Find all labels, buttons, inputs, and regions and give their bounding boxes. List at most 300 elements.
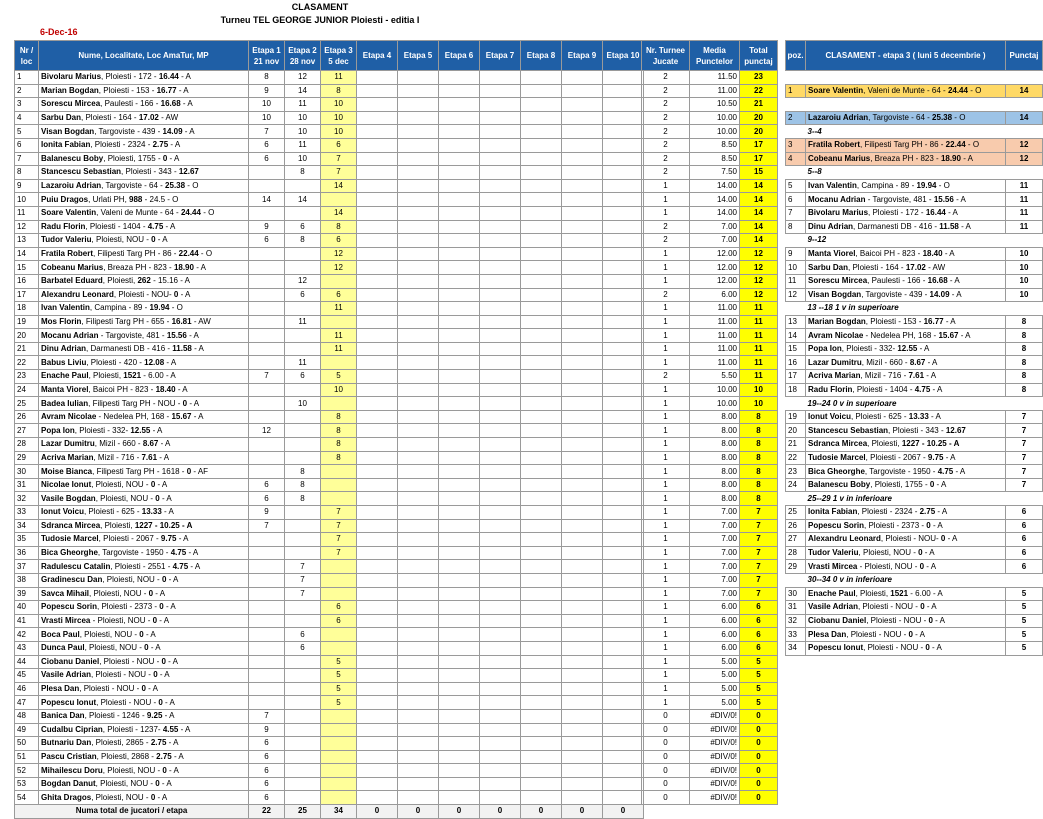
etapa-8-score: [521, 465, 562, 479]
player-category: - A: [145, 684, 158, 694]
player-rating: 0: [162, 765, 167, 775]
etapa-8-score: [521, 111, 562, 125]
player-location: , Ploiesti - 164 -: [81, 113, 139, 123]
table-row: [15, 383, 644, 397]
footer-etapa-5: 0: [398, 805, 439, 819]
group-pad: [786, 492, 806, 506]
row-number: 14: [15, 247, 39, 261]
etapa-3-score: 7: [321, 152, 357, 166]
table-row: [15, 342, 644, 356]
player-cell: [39, 247, 249, 261]
player-category: - A: [165, 656, 178, 666]
player-name: Avram Nicolae: [808, 330, 864, 340]
etapa-8-score: [521, 533, 562, 547]
etapa-8-score: [521, 696, 562, 710]
player-rating: 4.75: [914, 384, 931, 394]
ranking-position: 29: [786, 560, 806, 574]
player-name: Butnariu Dan: [41, 738, 92, 748]
etapa-5-score: [398, 791, 439, 805]
player-location: , Ploiesti - 343 -: [888, 425, 946, 435]
etapa-3-score: 10: [321, 125, 357, 139]
etapa-7-score: [480, 342, 521, 356]
etapa-7-score: [480, 220, 521, 234]
player-location: , Filipesti Targ PH - 86 -: [93, 249, 179, 259]
etapa-5-score: [398, 696, 439, 710]
etapa-3-score: 6: [321, 601, 357, 615]
etapa-6-score: [439, 84, 480, 98]
etapa-6-score: [439, 152, 480, 166]
etapa-5-score: [398, 220, 439, 234]
ranking-row: [786, 601, 1043, 615]
etapa-3-score: 7: [321, 519, 357, 533]
player-location: - Nedelea PH, 168 -: [863, 330, 939, 340]
player-name: Popescu Ionut: [808, 643, 864, 653]
etapa-6-score: [439, 288, 480, 302]
row-number: 52: [15, 764, 39, 778]
table-row: [15, 682, 644, 696]
player-location: , Ploiesti, NOU -: [91, 480, 151, 490]
player-category: - A: [945, 208, 958, 218]
etapa-2-score: 8: [285, 492, 321, 506]
ranking-player-cell: [806, 451, 1006, 465]
etapa-3-score: 5: [321, 682, 357, 696]
turnee-jucate: 2: [642, 71, 690, 85]
etapa-1-score: 7: [249, 370, 285, 384]
row-number: 1: [15, 71, 39, 85]
ranking-position: 30: [786, 587, 806, 601]
col-header-name: Nume, Localitate, Loc AmaTur, MP: [39, 41, 249, 71]
summary-row: [642, 288, 778, 302]
etapa-2-score: 8: [285, 166, 321, 180]
etapa-4-score: [357, 573, 398, 587]
player-rating: 4.75: [170, 548, 187, 558]
row-number: 42: [15, 628, 39, 642]
row-number: 27: [15, 424, 39, 438]
etapa-3-score: 8: [321, 220, 357, 234]
total-punctaj: 6: [740, 628, 778, 642]
etapa-7-score: [480, 641, 521, 655]
player-rating: 16.77: [923, 316, 944, 326]
etapa-1-score: 10: [249, 111, 285, 125]
etapa-9-score: [562, 641, 603, 655]
player-location: , Ploiesti, 2865 -: [91, 738, 151, 748]
player-category: - A: [163, 221, 176, 231]
summary-row: [642, 247, 778, 261]
player-location: , Ploiesti, NOU -: [79, 629, 140, 639]
player-name: Popa Ion: [808, 344, 842, 354]
etapa-9-score: [562, 682, 603, 696]
ranking-player-cell: [806, 383, 1006, 397]
player-rating: 0: [919, 561, 925, 571]
player-cell: [39, 274, 249, 288]
total-punctaj: 5: [740, 682, 778, 696]
summary-row: [642, 546, 778, 560]
etapa-3-score: 8: [321, 451, 357, 465]
etapa-4-score: [357, 519, 398, 533]
etapa-6-score: [439, 424, 480, 438]
etapa-1-score: [249, 315, 285, 329]
etapa-2-score: 8: [285, 478, 321, 492]
etapa-2-score: 6: [285, 288, 321, 302]
ranking-player-cell: [806, 628, 1006, 642]
etapa-10-score: [603, 641, 644, 655]
etapa-3-score: 11: [321, 342, 357, 356]
etapa-1-score: 6: [249, 492, 285, 506]
etapa-4-score: [357, 179, 398, 193]
etapa-2-score: [285, 206, 321, 220]
player-location: , Ploiesti - NOU -: [857, 602, 921, 612]
etapa-10-score: [603, 791, 644, 805]
player-rating: 4.75: [172, 561, 189, 571]
etapa-3-score: 14: [321, 179, 357, 193]
etapa-9-score: [562, 288, 603, 302]
row-number: 22: [15, 356, 39, 370]
player-location: , Ploiesti - 1404 -: [85, 221, 148, 231]
player-name: Dinu Adrian: [808, 221, 854, 231]
total-punctaj: 6: [740, 641, 778, 655]
player-cell: [39, 410, 249, 424]
ranking-row: [786, 506, 1043, 520]
ranking-player-cell: [806, 329, 1006, 343]
ranking-player-cell: [806, 601, 1006, 615]
etapa-9-score: [562, 791, 603, 805]
etapa-6-score: [439, 669, 480, 683]
etapa-8-score: [521, 682, 562, 696]
player-name: Mocanu Adrian: [808, 194, 866, 204]
etapa-4-score: [357, 764, 398, 778]
ranking-position: 28: [786, 546, 806, 560]
etapa-9-score: [562, 84, 603, 98]
player-cell: [39, 98, 249, 112]
etapa-2-score: 10: [285, 111, 321, 125]
summary-row: [642, 777, 778, 791]
etapa-2-score: [285, 777, 321, 791]
player-location: , Ploiesti - 1237-: [102, 724, 163, 734]
player-category: - A: [942, 249, 955, 259]
ranking-points: 11: [1006, 193, 1043, 207]
etapa-10-score: [603, 669, 644, 683]
player-location: , Targoviste - 1950 -: [97, 548, 171, 558]
etapa-2-score: 11: [285, 315, 321, 329]
total-punctaj: 17: [740, 152, 778, 166]
page-title: CLASAMENT: [291, 2, 349, 12]
etapa-6-score: [439, 138, 480, 152]
etapa-3-score: 10: [321, 383, 357, 397]
player-name: Tudosie Marcel: [808, 452, 866, 462]
etapa-9-score: [562, 152, 603, 166]
player-rating: 4.75: [147, 221, 164, 231]
etapa-8-score: [521, 71, 562, 85]
ranking-player-cell: [806, 560, 1006, 574]
ranking-position: 20: [786, 424, 806, 438]
etapa-3-score: 12: [321, 247, 357, 261]
col-header-total: Total punctaj: [740, 41, 778, 71]
player-rating: 12.55: [897, 344, 918, 354]
etapa-2-score: [285, 247, 321, 261]
ranking-row: [786, 193, 1043, 207]
etapa-10-score: [603, 166, 644, 180]
etapa-8-score: [521, 274, 562, 288]
etapa-6-score: [439, 465, 480, 479]
player-location: , Ploiesti - 2373 -: [97, 602, 160, 612]
col-header-etapa-6: Etapa 6: [439, 41, 480, 71]
etapa-8-score: [521, 669, 562, 683]
etapa-6-score: [439, 614, 480, 628]
etapa-7-score: [480, 125, 521, 139]
player-category: - A: [148, 643, 161, 653]
group-label: 25--29 1 v in inferioare: [806, 492, 1043, 506]
total-punctaj: 0: [740, 723, 778, 737]
player-category: - A: [178, 72, 191, 82]
media-puncte: 7.00: [690, 573, 740, 587]
etapa-5-score: [398, 573, 439, 587]
player-name: Popescu Ionut: [41, 697, 97, 707]
player-location: , Ploiesti, NOU -: [95, 493, 156, 503]
player-rating: 0: [186, 466, 192, 476]
player-name: Stancescu Sebastian: [41, 167, 122, 177]
player-category: - O: [967, 85, 982, 95]
etapa-7-score: [480, 750, 521, 764]
player-category: - AW: [158, 113, 179, 123]
etapa-2-score: 12: [285, 274, 321, 288]
row-number: 6: [15, 138, 39, 152]
player-location: , Ploiesti - 2324 -: [857, 507, 920, 517]
player-rating: 1521: [890, 588, 909, 598]
etapa-5-score: [398, 424, 439, 438]
player-rating: 0: [139, 629, 144, 639]
player-category: - A: [945, 534, 958, 544]
etapa-7-score: [480, 573, 521, 587]
etapa-3-score: 5: [321, 669, 357, 683]
page-subtitle: Turneu TEL GEORGE JUNIOR Ploiesti - editia I: [220, 15, 420, 25]
player-location: , Ploiesti, 2868 -: [96, 751, 157, 761]
media-puncte: 6.00: [690, 628, 740, 642]
etapa-1-score: 6: [249, 764, 285, 778]
player-rating: 16.44: [158, 72, 179, 82]
summary-row: [642, 478, 778, 492]
row-number: 24: [15, 383, 39, 397]
media-puncte: #DIV/0!: [690, 777, 740, 791]
player-name: Ciobanu Daniel: [808, 616, 867, 626]
etapa-1-score: [249, 641, 285, 655]
etapa-3-score: 8: [321, 438, 357, 452]
player-rating: 262: [137, 276, 151, 286]
etapa-7-score: [480, 274, 521, 288]
ranking-row: [786, 206, 1043, 220]
etapa-5-score: [398, 179, 439, 193]
col-header-media: Media Punctelor: [690, 41, 740, 71]
total-punctaj: 5: [740, 669, 778, 683]
group-label: 13 --18 1 v in superioare: [806, 302, 1043, 316]
player-category: - A: [175, 384, 188, 394]
etapa-9-score: [562, 274, 603, 288]
etapa-6-score: [439, 220, 480, 234]
media-puncte: 8.00: [690, 492, 740, 506]
etapa-2-score: [285, 383, 321, 397]
etapa-7-score: [480, 302, 521, 316]
etapa-6-score: [439, 329, 480, 343]
player-location: , Ploiesti - 2067 -: [865, 452, 928, 462]
player-cell: [39, 370, 249, 384]
player-rating: 0: [150, 792, 156, 802]
player-rating: 1227 - 10.25 - A: [901, 439, 960, 449]
etapa-8-score: [521, 315, 562, 329]
etapa-7-score: [480, 438, 521, 452]
media-puncte: 11.00: [690, 315, 740, 329]
media-puncte: 8.00: [690, 451, 740, 465]
row-number: 25: [15, 397, 39, 411]
etapa-7-score: [480, 98, 521, 112]
ranking-row: [786, 356, 1043, 370]
ranking-position: 17: [786, 370, 806, 384]
row-number: 47: [15, 696, 39, 710]
summary-row: [642, 370, 778, 384]
summary-row: [642, 261, 778, 275]
player-category: - O: [185, 181, 199, 191]
etapa-2-score: [285, 519, 321, 533]
ranking-row: [786, 329, 1043, 343]
etapa-10-score: [603, 655, 644, 669]
ranking-row: [786, 560, 1043, 574]
etapa-8-score: [521, 641, 562, 655]
player-name: Enache Paul: [808, 588, 856, 598]
player-cell: [39, 601, 249, 615]
rank-col-poz: poz.: [786, 41, 806, 71]
etapa-5-score: [398, 234, 439, 248]
ranking-position: 8: [786, 220, 806, 234]
table-row: [15, 641, 644, 655]
etapa-2-score: 11: [285, 98, 321, 112]
date-label: 6-Dec-16: [40, 27, 78, 37]
player-name: Vasile Bogdan: [41, 493, 96, 503]
etapa-1-score: 6: [249, 152, 285, 166]
player-rating: 25.38: [165, 181, 186, 191]
media-puncte: 8.00: [690, 478, 740, 492]
player-location: , Ploiesti - NOU-: [880, 534, 941, 544]
ranking-position: 24: [786, 478, 806, 492]
player-name: Marian Bogdan: [41, 85, 99, 95]
turnee-jucate: 0: [642, 791, 690, 805]
total-punctaj: 6: [740, 601, 778, 615]
etapa-6-score: [439, 791, 480, 805]
etapa-10-score: [603, 546, 644, 560]
table-row: [15, 138, 644, 152]
ranking-position: 6: [786, 193, 806, 207]
player-category: - A: [143, 629, 156, 639]
player-category: - 15.16 - A: [150, 276, 190, 286]
summary-row: [642, 125, 778, 139]
table-row: [15, 193, 644, 207]
media-puncte: 11.00: [690, 84, 740, 98]
etapa-5-score: [398, 764, 439, 778]
etapa-4-score: [357, 655, 398, 669]
total-punctaj: 14: [740, 234, 778, 248]
ranking-row: [786, 111, 1043, 125]
row-number: 54: [15, 791, 39, 805]
row-number: 28: [15, 438, 39, 452]
player-location: , Ploiesti - 172 -: [101, 72, 159, 82]
player-rating: 11.58: [172, 344, 192, 354]
player-cell: [39, 288, 249, 302]
total-punctaj: 8: [740, 478, 778, 492]
turnee-jucate: 2: [642, 138, 690, 152]
etapa-5-score: [398, 682, 439, 696]
player-name: Plesa Dan: [808, 629, 847, 639]
etapa-4-score: [357, 234, 398, 248]
player-location: , Ploiesti, NOU -: [91, 235, 152, 245]
total-punctaj: 7: [740, 506, 778, 520]
ranking-player-cell: [806, 356, 1006, 370]
ranking-group-label: [786, 125, 1043, 139]
summary-row: [642, 737, 778, 751]
summary-row: [642, 356, 778, 370]
player-category: - O: [965, 140, 980, 150]
player-cell: [39, 492, 249, 506]
turnee-jucate: 1: [642, 274, 690, 288]
player-rating: 2.75: [150, 738, 167, 748]
total-punctaj: 8: [740, 465, 778, 479]
media-puncte: 10.00: [690, 383, 740, 397]
summary-row: [642, 614, 778, 628]
ranking-points: 12: [1006, 152, 1043, 166]
etapa-10-score: [603, 206, 644, 220]
etapa-6-score: [439, 628, 480, 642]
turnee-jucate: 1: [642, 587, 690, 601]
player-location: , Filipesti Targ PH - 655 -: [81, 316, 172, 326]
etapa-10-score: [603, 533, 644, 547]
etapa-1-score: [249, 206, 285, 220]
etapa-6-score: [439, 71, 480, 85]
turnee-jucate: 1: [642, 478, 690, 492]
etapa-1-score: 6: [249, 750, 285, 764]
player-cell: [39, 302, 249, 316]
total-punctaj: 14: [740, 220, 778, 234]
player-cell: [39, 655, 249, 669]
turnee-jucate: 1: [642, 302, 690, 316]
summary-row: [642, 560, 778, 574]
player-name: Vasile Adrian: [41, 670, 91, 680]
media-puncte: 5.50: [690, 370, 740, 384]
summary-row: [642, 723, 778, 737]
turnee-jucate: 1: [642, 424, 690, 438]
etapa-8-score: [521, 492, 562, 506]
player-location: , Ploiesti, NOU -: [102, 575, 162, 585]
ranking-row: [786, 261, 1043, 275]
etapa-10-score: [603, 601, 644, 615]
etapa-3-score: [321, 723, 357, 737]
etapa-1-score: [249, 628, 285, 642]
etapa-5-score: [398, 492, 439, 506]
etapa-9-score: [562, 696, 603, 710]
player-location: , Breaza PH - 823 -: [103, 262, 174, 272]
player-name: Pascu Cristian: [41, 751, 97, 761]
player-rating: 0: [161, 656, 166, 666]
table-row: [15, 478, 644, 492]
etapa-8-score: [521, 478, 562, 492]
etapa-7-score: [480, 329, 521, 343]
player-location: , Targoviste - 439 -: [861, 289, 930, 299]
player-category: - A: [157, 616, 170, 626]
player-location: , Ploiesti, NOU -: [89, 588, 149, 598]
group-pad: [786, 125, 806, 139]
player-category: - A: [155, 480, 168, 490]
etapa-4-score: [357, 206, 398, 220]
etapa-8-score: [521, 247, 562, 261]
player-category: - A: [917, 344, 930, 354]
etapa-3-score: [321, 587, 357, 601]
ranking-points: 6: [1006, 533, 1043, 547]
etapa-10-score: [603, 342, 644, 356]
